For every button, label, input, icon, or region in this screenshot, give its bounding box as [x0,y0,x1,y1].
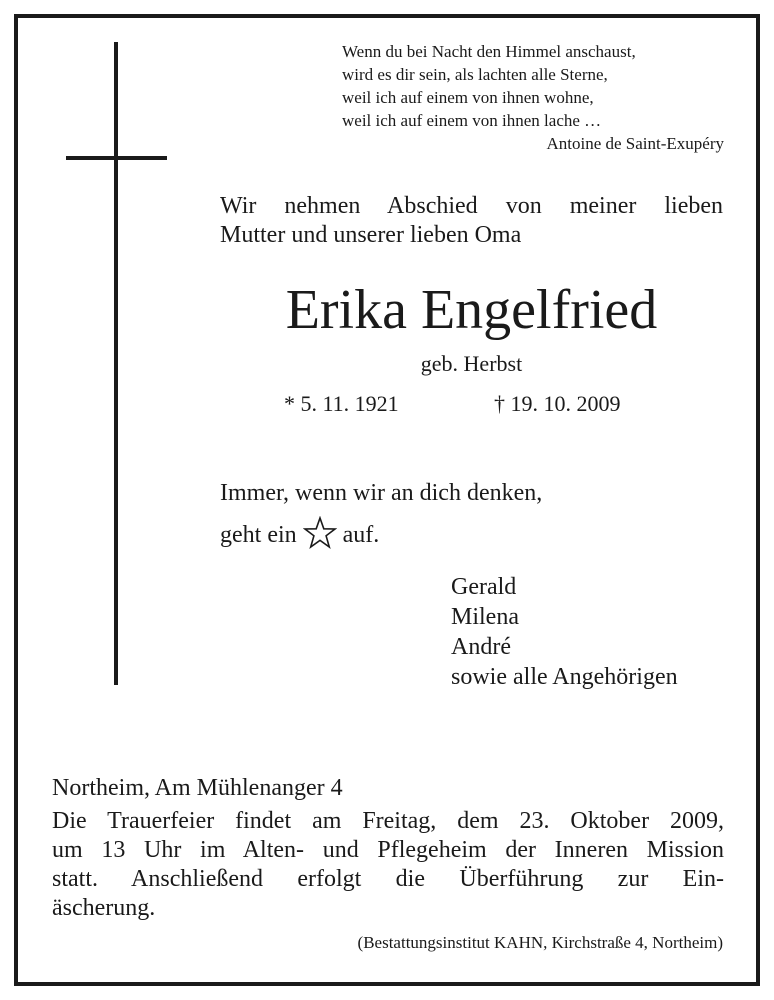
service-info [52,774,724,923]
death-date: † 19. 10. 2009 [494,391,621,416]
cross-icon-vertical [114,42,118,685]
birth-date: * 5. 11. 1921 [284,391,399,416]
star-outline-icon [303,516,337,550]
service-line: um 13 Uhr im Alten- und Pflegeheim der Inneren Mission [52,837,724,863]
cross-icon-horizontal [66,156,167,160]
deceased-name: Erika Engelfried [285,279,658,341]
funeral-home-credit: (Bestattungsinstitut KAHN, Kirchstraße 4, Northeim) [357,933,723,952]
memorial-verse [220,478,542,550]
verse-line-2 [220,516,542,550]
quote-line: weil ich auf einem von ihnen lache … [342,111,602,130]
intro-line: Mutter und unserer lieben Oma [220,222,522,248]
quote-line: Wenn du bei Nacht den Himmel anschaust, [342,42,636,61]
mourner-name: sowie alle Angehörigen [451,664,678,690]
quote-author: Antoine de Saint-Exupéry [546,134,724,153]
farewell-intro [220,192,723,250]
quote-line: weil ich auf einem von ihnen wohne, [342,88,594,107]
verse-text-before: geht ein [220,522,297,548]
mourners-list [451,572,678,692]
service-line: äscherung. [52,895,156,921]
service-line: statt. Anschließend erfolgt die Überführung zur Ein- [52,866,724,892]
quote-line: wird es dir sein, als lachten alle Sterne, [342,65,608,84]
family-address: Northeim, Am Mühlenanger 4 [52,775,343,801]
mourner-name: André [451,634,511,660]
mourner-name: Gerald [451,574,517,600]
verse-text-after: auf. [342,522,380,548]
mourner-name: Milena [451,604,519,630]
maiden-name: geb. Herbst [420,351,523,376]
service-line: Die Trauerfeier findet am Freitag, dem 23. Oktober 2009, [52,808,724,834]
verse-line: Immer, wenn wir an dich denken, [220,480,543,506]
epigraph-quote [342,40,724,155]
intro-line: Wir nehmen Abschied von meiner lieben [220,193,723,219]
